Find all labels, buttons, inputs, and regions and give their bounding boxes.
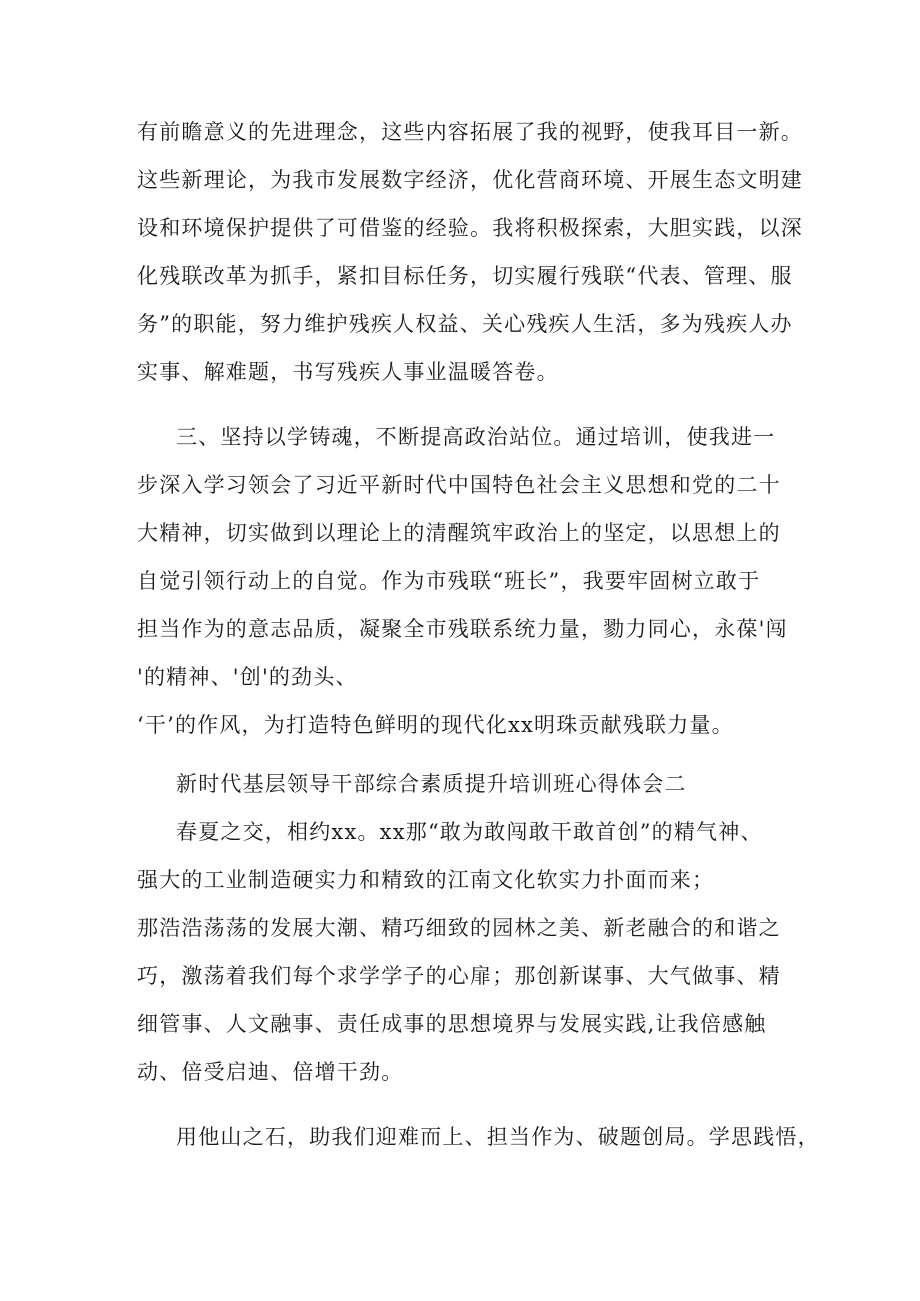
text-line: 自觉引领行动上的自觉。作为市残联“班长”，我要牢固树立敢于 xyxy=(137,569,761,593)
text-line: 大精神，切实做到以理论上的清醒筑牢政治上的坚定，以思想上的 xyxy=(137,521,781,545)
text-line: ‘干’的作风，为打造特色鲜明的现代化xx明珠贡献残联力量。 xyxy=(137,713,734,737)
article-title: 新时代基层领导干部综合素质提升培训班心得体会二 xyxy=(176,772,687,796)
text-line: 巧，激荡着我们每个求学学子的心扉；那创新谋事、大气做事、精 xyxy=(137,964,781,988)
text-line: 实事、解难题，书写残疾人事业温暖答卷。 xyxy=(137,360,559,384)
text-line: 这些新理论，为我市发展数字经济，优化营商环境、开展生态文明建 xyxy=(137,168,803,192)
text-line: 有前瞻意义的先进理念，这些内容拓展了我的视野，使我耳目一新。 xyxy=(137,120,803,144)
section-heading-line: 三、坚持以学铸魂，不断提高政治站位。通过培训，使我进一 xyxy=(176,425,776,449)
text-line: 动、倍受启迪、倍增干劲。 xyxy=(137,1060,404,1084)
text-line: 用他山之石，助我们迎难而上、担当作为、破题创局。学思践悟， xyxy=(176,1125,820,1149)
text-line: 设和环境保护提供了可借鉴的经验。我将积极探索，大胆实践，以深 xyxy=(137,216,803,240)
text-line: 强大的工业制造硬实力和精致的江南文化软实力扑面而来； xyxy=(137,868,715,892)
text-line: 务”的职能，努力维护残疾人权益、关心残疾人生活，多为残疾人办 xyxy=(137,312,793,336)
text-line: 步深入学习领会了习近平新时代中国特色社会主义思想和党的二十 xyxy=(137,473,781,497)
text-line: 细管事、人文融事、责任成事的思想境界与发展实践,让我倍感触 xyxy=(137,1012,767,1036)
text-line: '的精神、'创'的劲头、 xyxy=(137,665,358,689)
text-line: 那浩浩荡荡的发展大潮、精巧细致的园林之美、新老融合的和谐之 xyxy=(137,916,781,940)
text-line: 担当作为的意志品质，凝聚全市残联系统力量，勠力同心，永葆'闯 xyxy=(137,617,788,641)
text-line: 化残联改革为抓手，紧扣目标任务，切实履行残联“代表、管理、服 xyxy=(137,264,793,288)
text-line: 春夏之交，相约xx。xx那“敢为敢闯敢干敢首创”的精气神、 xyxy=(176,820,763,844)
